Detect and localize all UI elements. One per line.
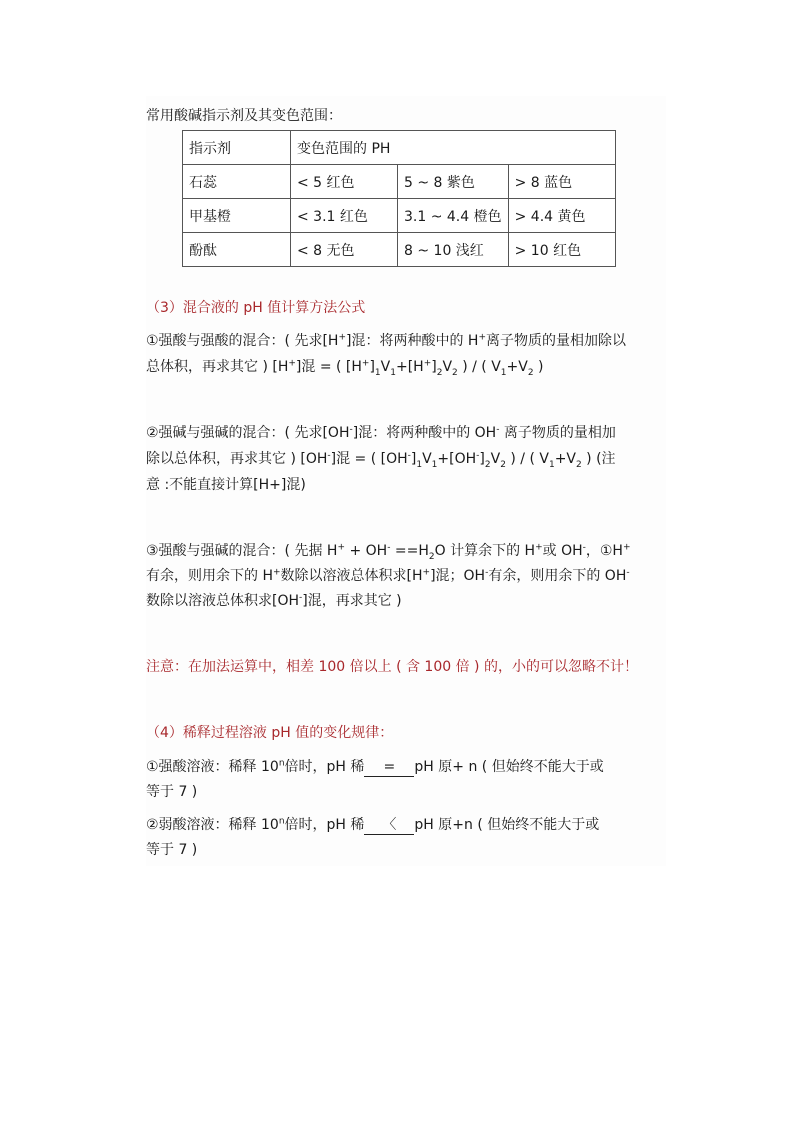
table-cell: 酚酞	[183, 233, 291, 267]
table-row	[183, 199, 616, 233]
para1-line1: ①强酸与强酸的混合：( 先求[H+]混：将两种酸中的 H+离子物质的量相加除以	[146, 332, 626, 349]
indicator-table	[182, 130, 616, 267]
para3-line3: 数除以溶液总体积求[OH-]混，再求其它 )	[146, 592, 402, 609]
rule1-line1: ①强酸溶液：稀释 10$^n$倍时，pH 稀 = pH 原+ n ( 但始终不能大于或	[146, 758, 604, 775]
table-header-cell: 指示剂	[183, 131, 291, 165]
para2-line2: 除以总体积，再求其它 ) [OH-]混 = ( $[OH^-]_1V_1+[OH^-]_2V_2$ ) / ( $V_1+V_2$ ) (注	[146, 450, 616, 470]
para3-line1: ③强酸与强碱的混合：( 先据 $H^+ + OH^- ==H_2O$ 计算余下的 H+或 OH-，①H+	[146, 542, 631, 562]
table-cell: > 10 红色	[508, 233, 615, 267]
table-cell: 5 ~ 8 紫色	[398, 165, 509, 199]
table-cell: < 3.1 红色	[291, 199, 398, 233]
table-header-row	[183, 131, 616, 165]
table-cell: < 8 无色	[291, 233, 398, 267]
note-line: 注意：在加法运算中，相差 100 倍以上 ( 含 100 倍 ) 的，小的可以忽略不计！	[146, 659, 638, 675]
table-cell: 石蕊	[183, 165, 291, 199]
table-cell: 甲基橙	[183, 199, 291, 233]
table-cell: 8 ~ 10 浅红	[398, 233, 509, 267]
table-caption: 常用酸碱指示剂及其变色范围：	[146, 108, 342, 124]
table-cell: 3.1 ~ 4.4 橙色	[398, 199, 509, 233]
table-row	[183, 233, 616, 267]
rule2-line1: ②弱酸溶液：稀释 10$^n$倍时，pH 稀 〈 pH 原+n ( 但始终不能大于或	[146, 816, 600, 833]
para2-line3: 意 :不能直接计算[H+]混)	[146, 477, 306, 493]
rule2-line2: 等于 7 )	[146, 842, 198, 858]
answer-blank: =	[364, 758, 414, 777]
answer-blank: 〈	[364, 816, 414, 835]
section4-heading: （4）稀释过程溶液 pH 值的变化规律：	[146, 725, 394, 741]
table-row	[183, 165, 616, 199]
para1-line2: 总体积，再求其它 ) [H+]混 = ( $[H^+]_1V_1+[H^+]_2V_2$ ) / ( $V_1+V_2$ )	[146, 358, 544, 378]
section3-heading: （3）混合液的 pH 值计算方法公式	[146, 300, 366, 316]
table-cell: < 5 红色	[291, 165, 398, 199]
para3-line2: 有余，则用余下的 H+数除以溶液总体积求[H+]混；OH-有余，则用余下的 OH-	[146, 567, 630, 584]
rule1-line2: 等于 7 )	[146, 784, 198, 800]
table-cell: > 8 蓝色	[508, 165, 615, 199]
para2-line1: ②强碱与强碱的混合：( 先求[OH-]混：将两种酸中的 OH- 离子物质的量相加	[146, 424, 616, 441]
table-cell: > 4.4 黄色	[508, 199, 615, 233]
table-header-cell: 变色范围的 PH	[291, 131, 616, 165]
document-page	[146, 96, 666, 866]
